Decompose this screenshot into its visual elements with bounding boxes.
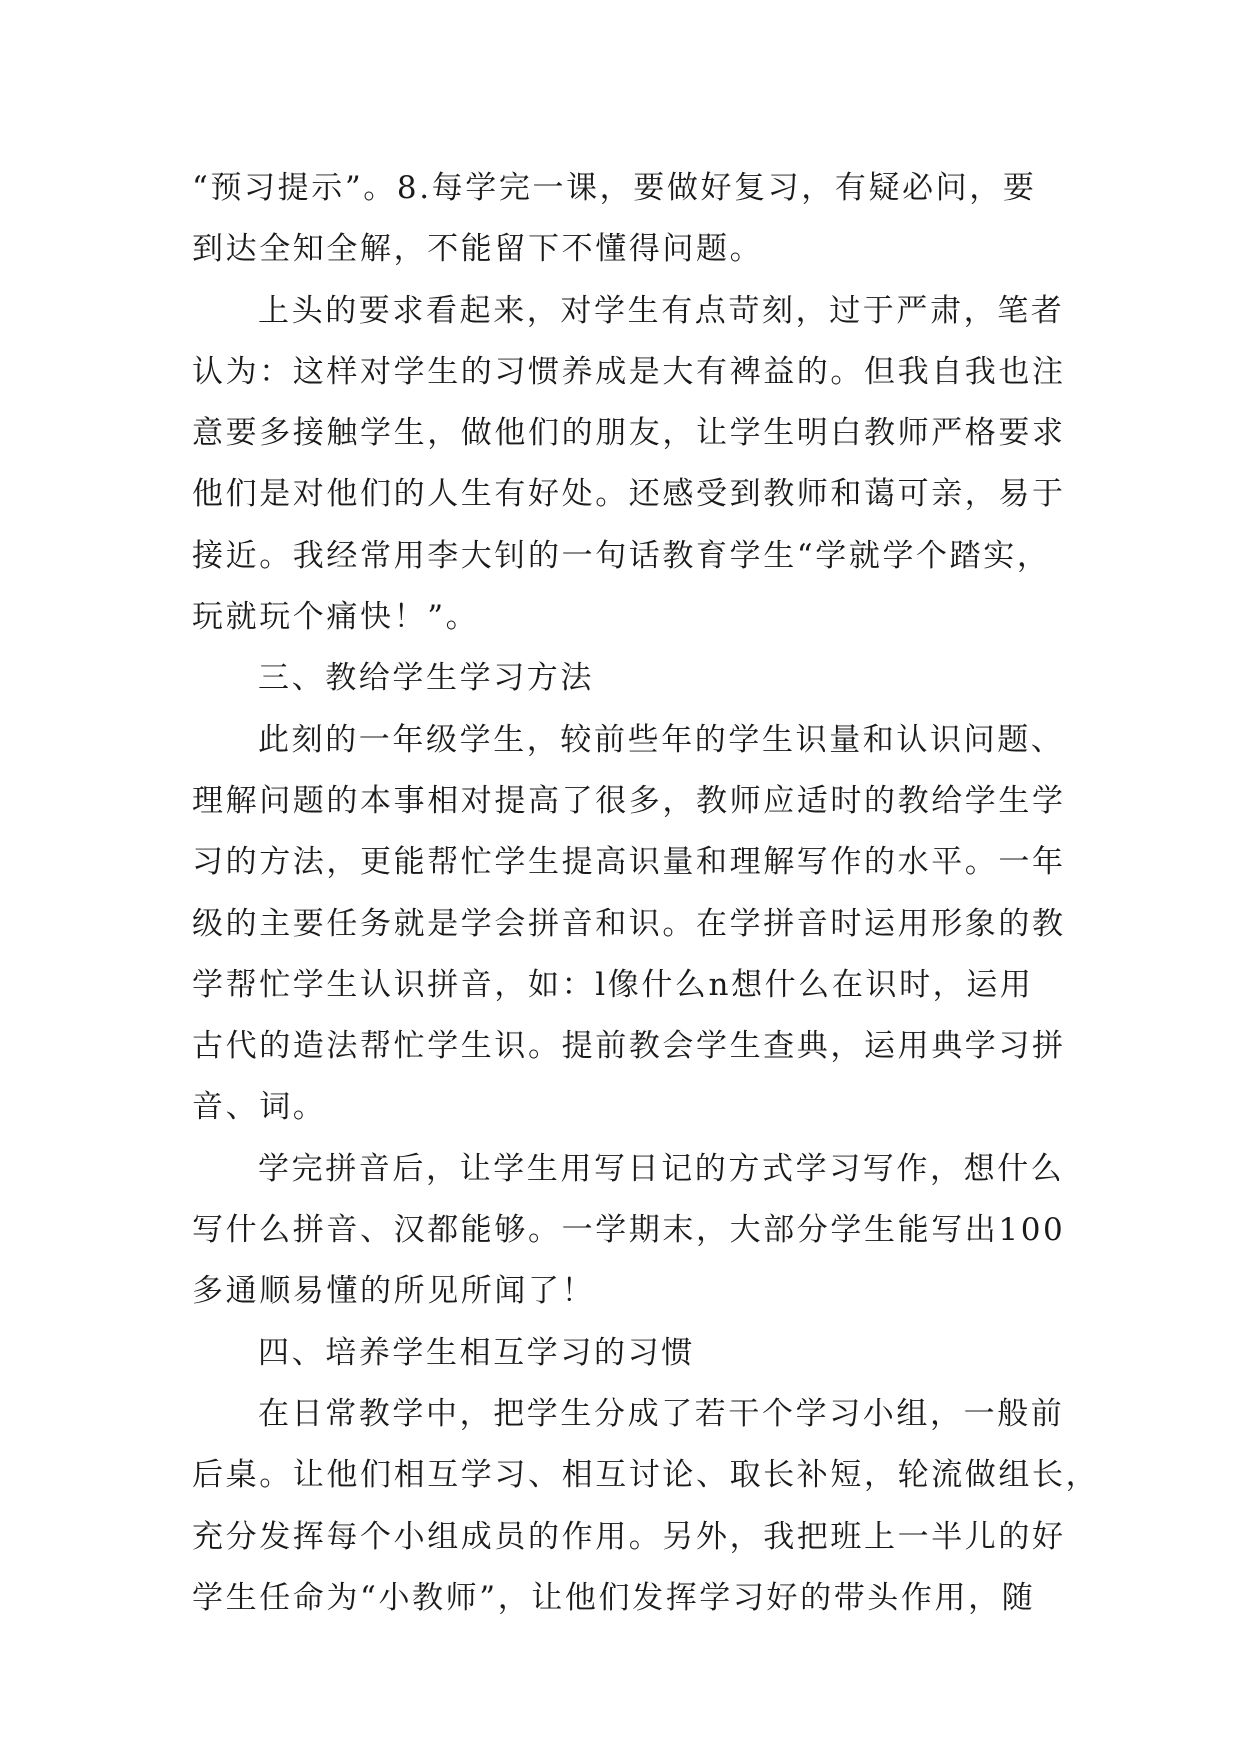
section-heading: 四、培养学生相互学习的习惯 xyxy=(258,1334,695,1371)
text-line: 到达全知全解，不能留下不懂得问题。 xyxy=(192,231,764,268)
text-line: 学生任命为“小教师”，让他们发挥学习好的带头作用，随 xyxy=(192,1579,1036,1616)
text-line: 音、词。 xyxy=(192,1089,327,1126)
text-line: 古代的造法帮忙学生识。提前教会学生查典，运用典学习拼 xyxy=(192,1028,1066,1065)
text-line: 习的方法，更能帮忙学生提高识量和理解写作的水平。一年 xyxy=(192,844,1066,881)
text-line: 后桌。让他们相互学习、相互讨论、取长补短，轮流做组长， xyxy=(192,1457,1100,1494)
text-line: 上头的要求看起来，对学生有点苛刻，过于严肃，笔者 xyxy=(258,292,1065,329)
section-heading: 三、教给学生学习方法 xyxy=(258,660,594,697)
text-line: 级的主要任务就是学会拼音和识。在学拼音时运用形象的教 xyxy=(192,905,1066,942)
text-line: 在日常教学中，把学生分成了若干个学习小组，一般前 xyxy=(258,1395,1065,1432)
text-line: 学帮忙学生认识拼音，如：l像什么n想什么在识时，运用 xyxy=(192,966,1034,1003)
text-line: 理解问题的本事相对提高了很多，教师应适时的教给学生学 xyxy=(192,782,1066,819)
text-line: 多通顺易懂的所见所闻了！ xyxy=(192,1273,596,1310)
text-line: 他们是对他们的人生有好处。还感受到教师和蔼可亲，易于 xyxy=(192,476,1066,513)
text-line: 玩就玩个痛快！”。 xyxy=(192,599,480,636)
text-line: 充分发挥每个小组成员的作用。另外，我把班上一半儿的好 xyxy=(192,1518,1066,1555)
text-line: 认为：这样对学生的习惯养成是大有裨益的。但我自我也注 xyxy=(192,353,1066,390)
text-line: 接近。我经常用李大钊的一句话教育学生“学就学个踏实， xyxy=(192,537,1051,574)
document-body xyxy=(192,158,1100,1629)
text-line: 意要多接触学生，做他们的朋友，让学生明白教师严格要求 xyxy=(192,415,1066,452)
text-line: 写什么拼音、汉都能够。一学期末，大部分学生能写出100 xyxy=(192,1212,1066,1249)
text-line: “预习提示”。8.每学完一课，要做好复习，有疑必问，要 xyxy=(192,170,1037,206)
text-line: 学完拼音后，让学生用写日记的方式学习写作，想什么 xyxy=(258,1150,1065,1187)
text-line: 此刻的一年级学生，较前些年的学生识量和认识问题、 xyxy=(258,721,1065,758)
